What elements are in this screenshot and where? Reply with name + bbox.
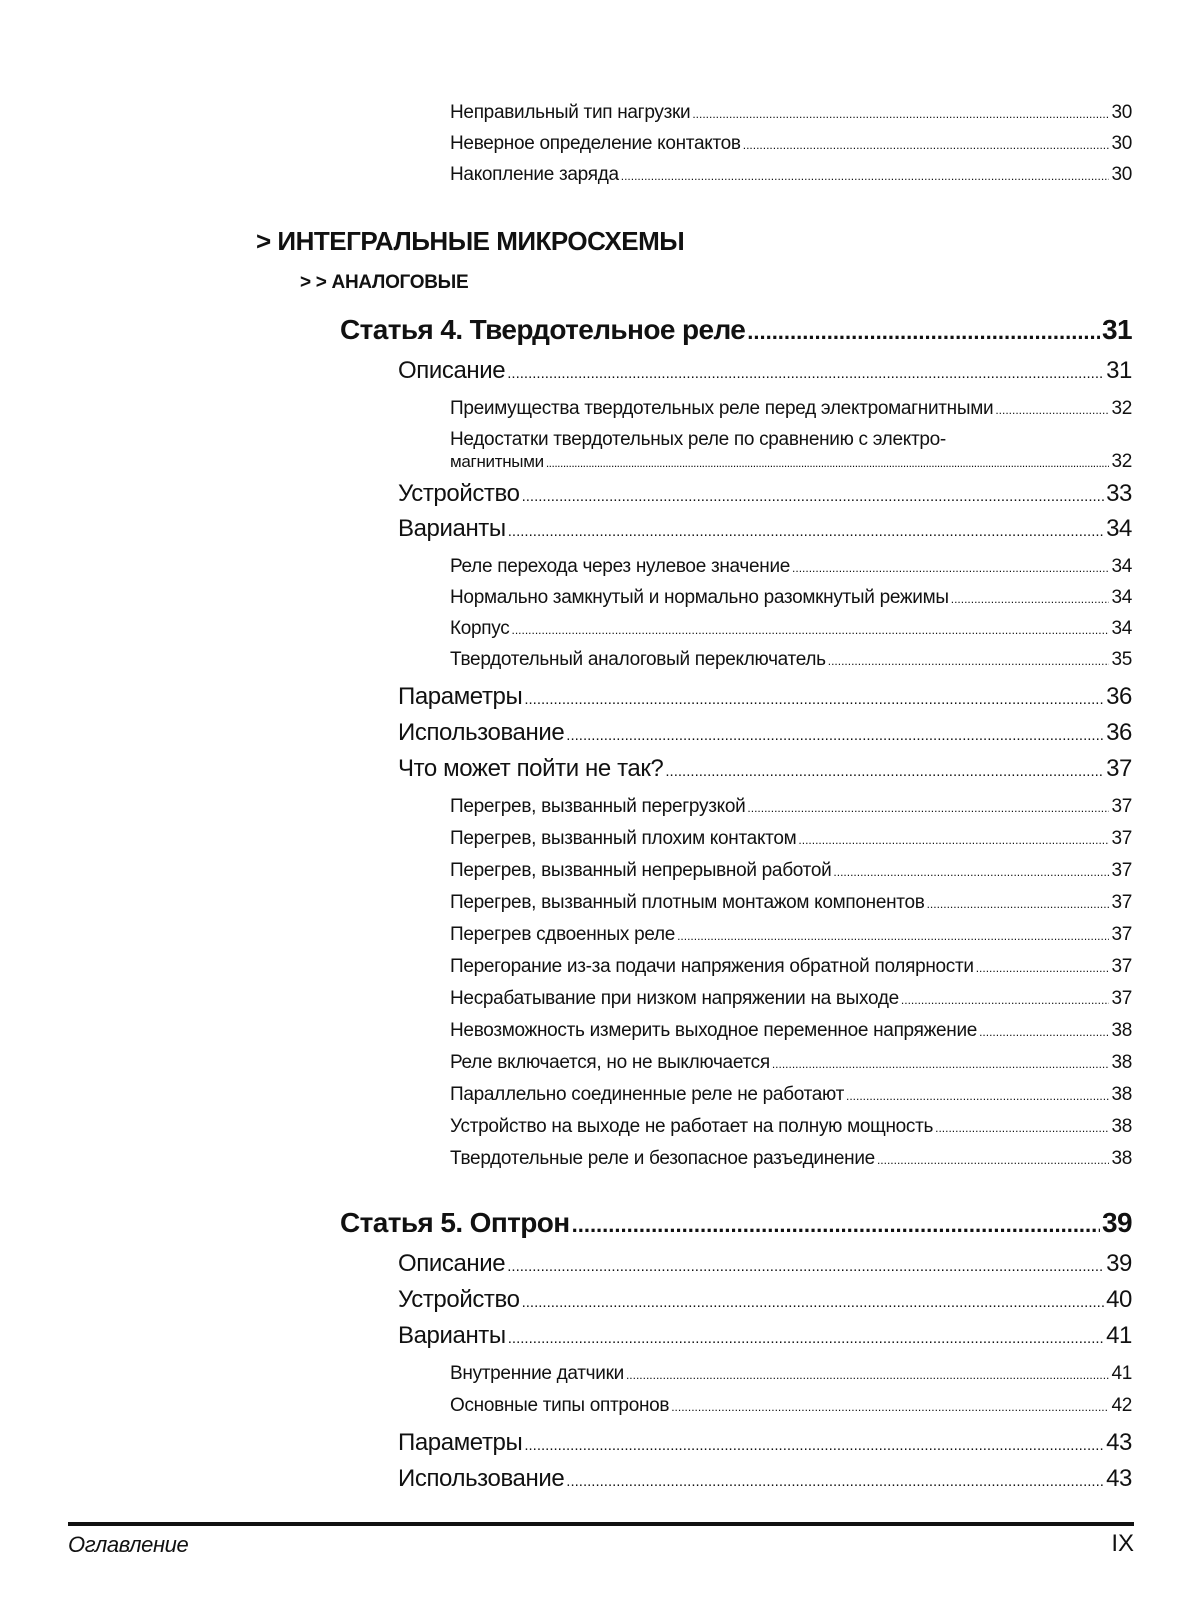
toc-entry[interactable] (450, 133, 1132, 155)
footer-title: Оглавление (68, 1532, 189, 1557)
toc-entry-title: Реле включается, но не выключается (450, 1052, 770, 1073)
dot-leader (566, 727, 1104, 744)
toc-entry-page: 34 (1111, 618, 1132, 639)
toc-entry-page: 37 (1111, 956, 1132, 977)
toc-entry[interactable] (450, 1020, 1132, 1042)
toc-entry-title: Перегрев, вызванный непрерывной работой (450, 860, 832, 881)
toc-section-entry[interactable] (398, 1250, 1132, 1278)
footer-rule (68, 1522, 1134, 1526)
toc-entry-page: 40 (1106, 1286, 1132, 1313)
dot-leader (798, 833, 1109, 847)
toc-entry[interactable] (450, 649, 1132, 671)
toc-entry-title: Перегорание из-за подачи напряжения обратной полярности (450, 956, 974, 977)
toc-entry-page: 36 (1106, 719, 1132, 746)
toc-section-entry[interactable] (398, 480, 1132, 508)
dot-leader (747, 801, 1109, 815)
toc-entry[interactable] (450, 164, 1132, 186)
toc-section-entry[interactable] (398, 1286, 1132, 1314)
toc-entry-page: 30 (1111, 102, 1132, 123)
toc-entry-page: 39 (1106, 1250, 1132, 1277)
toc-entry-page: 34 (1106, 515, 1132, 542)
toc-entry-title: Параметры (398, 1429, 523, 1456)
toc-entry-title: Что может пойти не так? (398, 755, 664, 782)
dot-leader (772, 1057, 1110, 1071)
toc-entry[interactable] (450, 860, 1132, 882)
toc-entry-title: Неверное определение контактов (450, 133, 741, 154)
dot-leader (747, 319, 1100, 345)
toc-entry-page: 35 (1111, 649, 1132, 670)
toc-section-entry[interactable] (398, 755, 1132, 783)
toc-entry-page: 31 (1106, 357, 1132, 384)
toc-entry[interactable] (450, 1084, 1132, 1106)
dot-leader (626, 1368, 1110, 1382)
dot-leader (692, 107, 1109, 121)
toc-entry[interactable] (450, 398, 1132, 420)
dot-leader (508, 1330, 1104, 1347)
toc-entry[interactable] (450, 1395, 1132, 1417)
dot-leader (522, 1294, 1105, 1311)
dot-leader (524, 1437, 1104, 1454)
dot-leader (566, 1473, 1104, 1490)
dot-leader (901, 993, 1110, 1007)
dot-leader (828, 654, 1110, 668)
toc-entry-page: 38 (1111, 1084, 1132, 1105)
page-number: IX (1111, 1530, 1134, 1557)
toc-entry-title-line1: Недостатки твердотельных реле по сравнению с электро- (450, 429, 946, 450)
toc-entry[interactable] (450, 796, 1132, 818)
subsection-heading: > > АНАЛОГОВЫЕ (300, 272, 469, 293)
toc-entry-title: Твердотельный аналоговый переключатель (450, 649, 826, 670)
toc-entry-title-line2: магнитными (450, 452, 544, 471)
article-title: Статья 5. Оптрон (340, 1207, 570, 1238)
toc-entry-page: 38 (1111, 1116, 1132, 1137)
toc-entry-title: Использование (398, 1465, 565, 1492)
toc-entry-page: 42 (1111, 1395, 1132, 1416)
toc-entry-title: Накопление заряда (450, 164, 619, 185)
toc-entry-title: Устройство на выходе не работает на полную мощность (450, 1116, 934, 1137)
dot-leader (508, 523, 1104, 540)
toc-entry-title: Корпус (450, 618, 510, 639)
dot-leader (846, 1089, 1109, 1103)
toc-entry-page: 37 (1111, 828, 1132, 849)
toc-entry-title: Преимущества твердотельных реле перед электромагнитными (450, 398, 994, 419)
toc-entry-title: Неправильный тип нагрузки (450, 102, 691, 123)
dot-leader (951, 592, 1110, 606)
dot-leader (927, 897, 1110, 911)
toc-entry-page: 38 (1111, 1148, 1132, 1169)
dot-leader (507, 365, 1104, 382)
toc-entry-page: 34 (1111, 587, 1132, 608)
toc-entry-page: 37 (1106, 755, 1132, 782)
toc-entry-page: 37 (1111, 988, 1132, 1009)
toc-entry[interactable] (450, 892, 1132, 914)
toc-entry-title: Параметры (398, 683, 523, 710)
section-heading: > ИНТЕГРАЛЬНЫЕ МИКРОСХЕМЫ (256, 226, 685, 256)
dot-leader (677, 929, 1109, 943)
dot-leader (935, 1121, 1109, 1135)
article-title: Статья 4. Твердотельное реле (340, 314, 746, 345)
dot-leader (522, 488, 1105, 505)
toc-entry-page: 33 (1106, 480, 1132, 507)
toc-entry-title: Невозможность измерить выходное переменное напряжение (450, 1020, 978, 1041)
toc-entry-page: 37 (1111, 892, 1132, 913)
toc-entry-page: 41 (1111, 1363, 1132, 1384)
toc-entry-title: Устройство (398, 480, 520, 507)
toc-entry-title: Реле перехода через нулевое значение (450, 556, 791, 577)
toc-entry-title: Описание (398, 357, 506, 384)
toc-entry-page: 30 (1111, 133, 1132, 154)
toc-entry-page: 37 (1111, 924, 1132, 945)
toc-entry[interactable] (450, 924, 1132, 946)
toc-section-entry[interactable] (398, 1429, 1132, 1457)
toc-section-entry[interactable] (398, 1322, 1132, 1350)
toc-entry-title: Устройство (398, 1286, 520, 1313)
toc-entry-title: Варианты (398, 1322, 506, 1349)
toc-entry[interactable] (450, 1148, 1132, 1170)
toc-entry-title: Внутренние датчики (450, 1363, 624, 1384)
toc-entry-page: 36 (1106, 683, 1132, 710)
dot-leader (546, 456, 1110, 470)
article-title-entry[interactable] (340, 314, 1132, 346)
toc-entry[interactable] (450, 1363, 1132, 1385)
toc-entry-page: 32 (1111, 451, 1132, 472)
toc-entry[interactable] (450, 988, 1132, 1010)
toc-entry[interactable] (450, 618, 1132, 640)
dot-leader (976, 961, 1110, 975)
toc-entry-title: Описание (398, 1250, 506, 1277)
toc-entry-page: 34 (1111, 556, 1132, 577)
dot-leader (507, 1258, 1104, 1275)
dot-leader (524, 691, 1104, 708)
toc-entry-page: 43 (1106, 1429, 1132, 1456)
toc-entry-page: 38 (1111, 1052, 1132, 1073)
toc-entry-page: 37 (1111, 796, 1132, 817)
toc-entry-title: Перегрев сдвоенных реле (450, 924, 676, 945)
dot-leader (877, 1153, 1110, 1167)
toc-entry-title: Нормально замкнутый и нормально разомкнутый режимы (450, 587, 949, 608)
toc-entry[interactable] (450, 102, 1132, 124)
article-page: 31 (1102, 314, 1132, 345)
dot-leader (511, 623, 1109, 637)
toc-entry-title: Использование (398, 719, 565, 746)
dot-leader (572, 1212, 1100, 1238)
toc-entry-title: Несрабатывание при низком напряжении на выходе (450, 988, 899, 1009)
toc-entry-page: 37 (1111, 860, 1132, 881)
toc-section-entry[interactable] (398, 683, 1132, 711)
toc-section-entry[interactable] (398, 719, 1132, 747)
toc-entry-title: Перегрев, вызванный перегрузкой (450, 796, 746, 817)
dot-leader (979, 1025, 1109, 1039)
dot-leader (792, 561, 1109, 575)
dot-leader (995, 403, 1109, 417)
dot-leader (743, 138, 1110, 152)
toc-entry-page: 30 (1111, 164, 1132, 185)
dot-leader (833, 865, 1109, 879)
toc-entry[interactable] (450, 1052, 1132, 1074)
article-title-entry[interactable] (340, 1207, 1132, 1239)
dot-leader (621, 169, 1110, 183)
toc-entry-page: 41 (1106, 1322, 1132, 1349)
toc-entry-title: Перегрев, вызванный плохим контактом (450, 828, 797, 849)
toc-entry[interactable] (450, 956, 1132, 978)
article-page: 39 (1102, 1207, 1132, 1238)
toc-entry[interactable] (450, 556, 1132, 578)
dot-leader (665, 763, 1104, 780)
toc-entry-page: 38 (1111, 1020, 1132, 1041)
toc-entry-title: Варианты (398, 515, 506, 542)
toc-section-entry[interactable] (398, 357, 1132, 385)
toc-entry-page: 32 (1111, 398, 1132, 419)
toc-section-entry[interactable] (398, 515, 1132, 543)
toc-entry-title: Твердотельные реле и безопасное разъединение (450, 1148, 875, 1169)
toc-entry[interactable] (450, 828, 1132, 850)
toc-entry-title: Перегрев, вызванный плотным монтажом компонентов (450, 892, 925, 913)
toc-entry-wrapped[interactable] (450, 429, 1132, 473)
toc-section-entry[interactable] (398, 1465, 1132, 1493)
toc-entry-page: 43 (1106, 1465, 1132, 1492)
toc-entry-title: Параллельно соединенные реле не работают (450, 1084, 844, 1105)
toc-entry[interactable] (450, 1116, 1132, 1138)
dot-leader (671, 1400, 1109, 1414)
toc-entry-title: Основные типы оптронов (450, 1395, 670, 1416)
toc-entry[interactable] (450, 587, 1132, 609)
